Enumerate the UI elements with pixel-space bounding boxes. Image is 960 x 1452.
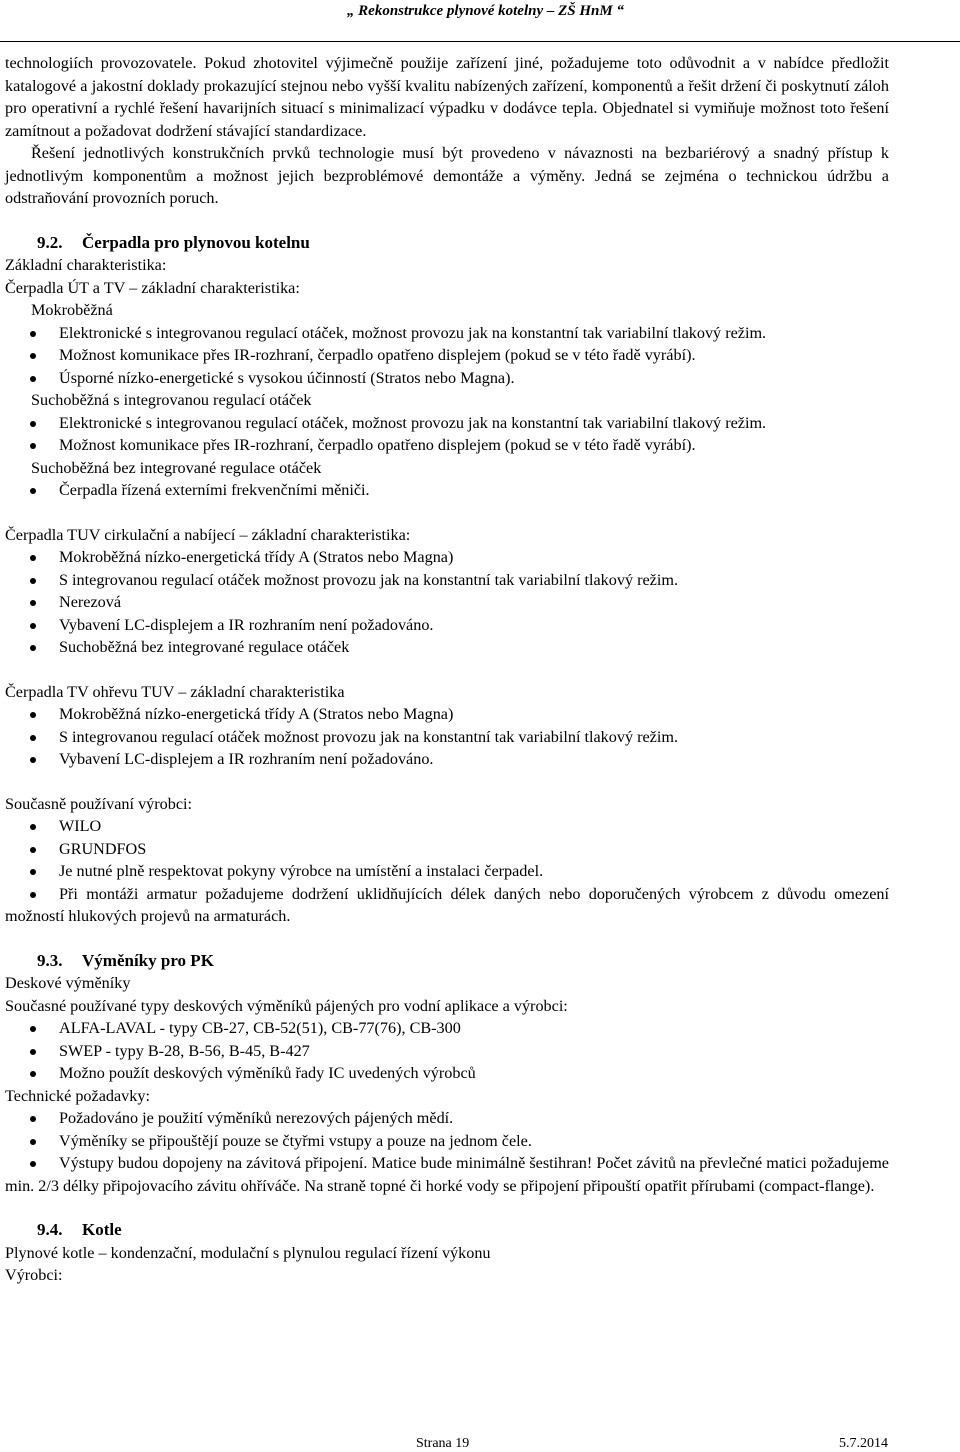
- technical-requirements-list: [5, 1107, 889, 1197]
- list-item: Je nutné plně respektovat pokyny výrobce na umístění a instalaci čerpadel.: [5, 860, 889, 883]
- bullet-icon: [30, 1049, 36, 1055]
- bullet-icon: [30, 376, 36, 382]
- list-item: Úsporné nízko-energetické s vysokou účinností (Stratos nebo Magna).: [5, 367, 889, 390]
- dry-running-unregulated-list: [5, 479, 889, 502]
- boilers-makers-label: Výrobci:: [5, 1266, 63, 1284]
- list-item: Možno použít deskových výměníků řady IC uvedených výrobců: [5, 1062, 889, 1085]
- exchanger-types-list: [5, 1017, 889, 1085]
- header-divider: [0, 41, 960, 42]
- bullet-icon: [30, 421, 36, 427]
- current-makers-title: Současně používaní výrobci:: [5, 794, 193, 813]
- bullet-icon: [30, 488, 36, 494]
- bullet-icon: [30, 1026, 36, 1032]
- list-item: Vybavení LC-displejem a IR rozhraním není požadováno.: [5, 748, 889, 771]
- page-number: Strana 19: [416, 1436, 470, 1451]
- section-title: Výměníky pro PK: [82, 950, 214, 970]
- ut-tv-pumps-title: Čerpadla ÚT a TV – základní charakteristika:: [5, 278, 300, 297]
- plate-exchangers-subtitle: Deskové výměníky: [5, 974, 131, 992]
- section-title: Kotle: [82, 1220, 122, 1239]
- bullet-icon: [30, 1139, 36, 1145]
- bullet-icon: [30, 555, 36, 561]
- section-heading-9-3: [5, 950, 889, 973]
- bullet-icon: [30, 1071, 36, 1077]
- list-item: SWEP - typy B-28, B-56, B-45, B-427: [5, 1040, 889, 1063]
- list-item: Možnost komunikace přes IR-rozhraní, čerpadlo opatřeno displejem (pokud se v této řadě vyrábí).: [5, 344, 889, 367]
- tuv-pumps-list: [5, 546, 889, 659]
- dry-running-regulated-list: [5, 412, 889, 457]
- list-item: S integrovanou regulací otáček možnost provozu jak na konstantní tak variabilní tlakový režim.: [5, 569, 889, 592]
- intro-paragraph-2: Řešení jednotlivých konstrukčních prvků technologie musí být provedeno v návaznosti na bezbariérový a snadný přístup k jednotlivým komponentům a možnost jejich bezproblémové demontáže a výměny. Jedná se zejména o technickou údržbu a odstraňování provozních poruch.: [5, 144, 889, 207]
- bullet-icon: [30, 735, 36, 741]
- bullet-icon: [30, 1161, 36, 1167]
- exchanger-types-title: Současné používané typy deskových výměníků pájených pro vodní aplikace a výrobci:: [5, 996, 568, 1015]
- bullet-icon: [30, 892, 36, 898]
- list-item: ALFA-LAVAL - typy CB-27, CB-52(51), CB-77(76), CB-300: [5, 1017, 889, 1040]
- bullet-icon: [30, 623, 36, 629]
- section-title: Čerpadla pro plynovou kotelnu: [82, 232, 310, 252]
- boilers-description: Plynové kotle – kondenzační, modulační s plynulou regulací řízení výkonu: [5, 1243, 491, 1262]
- intro-paragraph-1: technologiích provozovatele. Pokud zhotovitel výjimečně použije zařízení jiné, požadujeme toto odůvodnit a v nabídce předložit katalogové a jakostní doklady prokazující stejnou nebo vyšší kvalitu nabízených zařízení, komponentů a řešit držení či poskytnutí záloh pro operativní a rychlé řešení havarijních situací s minimalizací výpadku v dodávce tepla. Objednatel si vymiňuje možnost toto řešení zamítnout a požadovat dodržení stávající standardizace.: [5, 54, 889, 140]
- list-item: Elektronické s integrovanou regulací otáček, možnost provozu jak na konstantní tak variabilní tlakový režim.: [5, 322, 889, 345]
- list-item: Elektronické s integrovanou regulací otáček, možnost provozu jak na konstantní tak variabilní tlakový režim.: [5, 412, 889, 435]
- wet-running-list: [5, 322, 889, 390]
- bullet-icon: [30, 757, 36, 763]
- bullet-icon: [30, 645, 36, 651]
- list-item: Čerpadla řízená externími frekvenčními měniči.: [5, 479, 889, 502]
- wet-running-title: Mokroběžná: [31, 301, 113, 319]
- bullet-icon: [30, 847, 36, 853]
- list-item: GRUNDFOS: [5, 838, 889, 861]
- bullet-icon: [30, 1116, 36, 1122]
- list-item: WILO: [5, 815, 889, 838]
- document-date: 5.7.2014: [839, 1436, 888, 1451]
- list-item: Při montáži armatur požadujeme dodržení uklidňujících délek daných nebo doporučených výrobcem z důvodu omezení možností hlukových projevů na armaturách.: [5, 884, 889, 925]
- list-item: Výměníky se připouštějí pouze se čtyřmi vstupy a pouze na jednom čele.: [5, 1130, 889, 1153]
- section-number: 9.2.: [37, 232, 63, 252]
- tuv-pumps-title: Čerpadla TUV cirkulační a nabíjecí – základní charakteristika:: [5, 525, 411, 544]
- list-item: Požadováno je použití výměníků nerezových pájených mědí.: [5, 1107, 889, 1130]
- list-item: S integrovanou regulací otáček možnost provozu jak na konstantní tak variabilní tlakový režim.: [5, 726, 889, 749]
- list-item: Vybavení LC-displejem a IR rozhraním není požadováno.: [5, 614, 889, 637]
- list-item: Mokroběžná nízko-energetická třídy A (Stratos nebo Magna): [5, 546, 889, 569]
- list-item: Možnost komunikace přes IR-rozhraní, čerpadlo opatřeno displejem (pokud se v této řadě vyrábí).: [5, 434, 889, 457]
- dry-running-regulated-title: Suchoběžná s integrovanou regulací otáček: [31, 391, 312, 409]
- section-number: 9.4.: [37, 1220, 63, 1239]
- basic-characteristics-label: Základní charakteristika:: [5, 256, 167, 274]
- bullet-icon: [30, 600, 36, 606]
- bullet-icon: [30, 331, 36, 337]
- bullet-icon: [30, 712, 36, 718]
- section-heading-9-2: [5, 232, 889, 255]
- bullet-icon: [30, 869, 36, 875]
- bullet-icon: [30, 353, 36, 359]
- technical-requirements-title: Technické požadavky:: [5, 1086, 150, 1105]
- current-makers-list: [5, 815, 889, 928]
- dry-running-unregulated-title: Suchoběžná bez integrované regulace otáček: [31, 458, 322, 477]
- list-item: Výstupy budou dopojeny na závitová připojení. Matice bude minimálně šestihran! Počet závitů na převlečné matici požadujeme min. 2/3 délky připojovacího závitu ohříváče. Na straně topné či horké vody se připojení připouští opatřit přírubami (compact-flange).: [5, 1154, 889, 1195]
- document-body: [5, 52, 889, 1287]
- document-header-title: „ Rekonstrukce plynové kotelny – ZŠ HnM “: [346, 3, 624, 19]
- list-item: Nerezová: [5, 591, 889, 614]
- tv-heating-pumps-title: Čerpadla TV ohřevu TUV – základní charakteristika: [5, 682, 345, 701]
- bullet-icon: [30, 824, 36, 830]
- section-heading-9-4: [5, 1219, 889, 1242]
- bullet-icon: [30, 578, 36, 584]
- section-number: 9.3.: [37, 950, 63, 970]
- tv-heating-pumps-list: [5, 703, 889, 771]
- bullet-icon: [30, 443, 36, 449]
- list-item: Suchoběžná bez integrované regulace otáček: [5, 636, 889, 659]
- list-item: Mokroběžná nízko-energetická třídy A (Stratos nebo Magna): [5, 703, 889, 726]
